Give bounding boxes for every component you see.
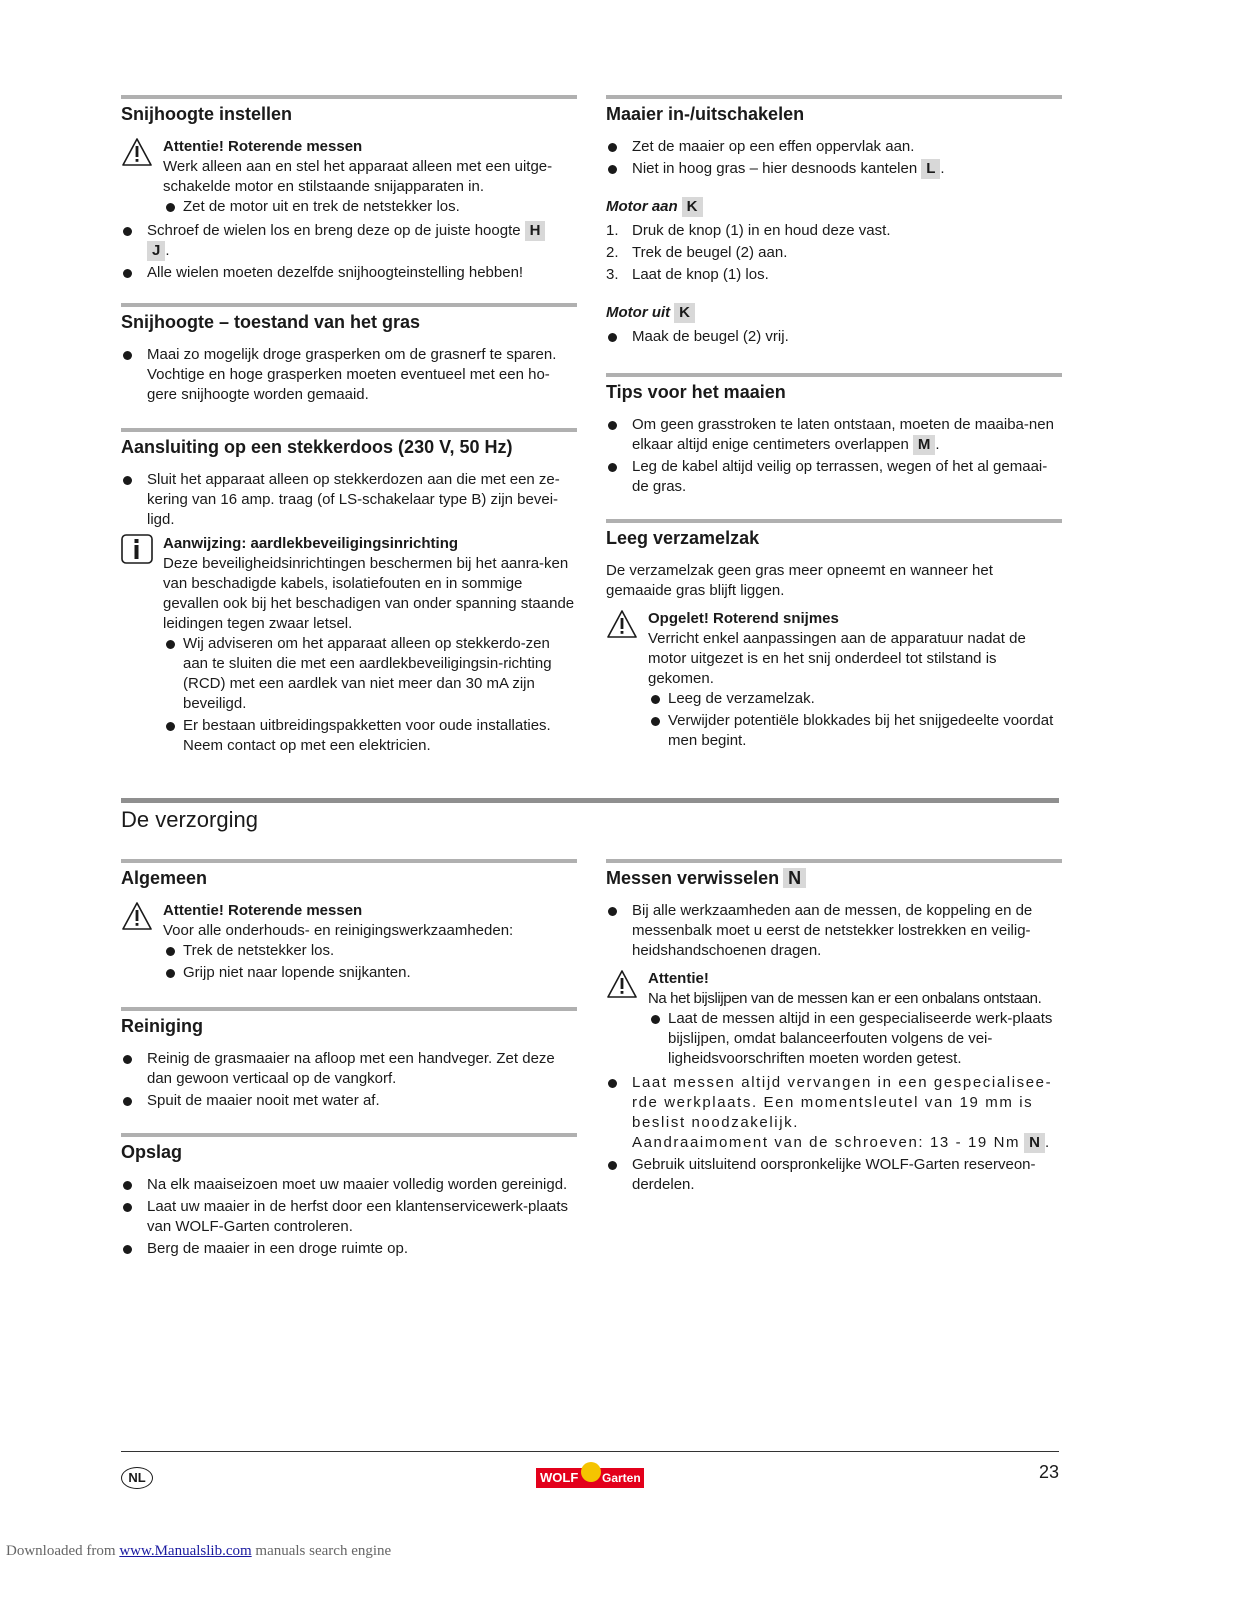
warning-title: Opgelet! Roterend snijmes — [648, 610, 839, 627]
section-rule — [121, 303, 577, 307]
page-number: 23 — [1038, 1462, 1059, 1482]
warning-triangle-icon — [606, 969, 638, 1005]
section-title: Algemeen — [121, 868, 208, 888]
list-item: Na elk maaiseizoen moet uw maaier volledig worden gereinigd. — [121, 1175, 577, 1195]
section-empty-bag — [606, 519, 1062, 755]
list-item: Niet in hoog gras – hier desnoods kantelen L . — [606, 159, 1062, 179]
section-cutting-height — [121, 95, 577, 285]
section-rule — [121, 859, 577, 863]
warning-bullet: Verwijder potentiële blokkades bij het snijgedeelte voordat men begint. — [648, 711, 1062, 751]
figure-ref-l: L — [921, 159, 940, 179]
section-rule — [121, 95, 577, 99]
section-rule — [606, 859, 1062, 863]
footer-rule — [121, 1451, 1059, 1452]
list-item: Zet de maaier op een effen oppervlak aan. — [606, 137, 1062, 157]
section-title: Maaier in-/uitschakelen — [606, 104, 805, 124]
section-mowing-tips — [606, 373, 1062, 499]
warning-text: Na het bijslijpen van de messen kan er een onbalans ontstaan. — [648, 990, 1042, 1007]
section-title: Aansluiting op een stekkerdoos (230 V, 50 Hz) — [121, 437, 513, 457]
note-bullet: Wij adviseren om het apparaat alleen op stekkerdo-zen aan te sluiten die met een aardlekbeveiligingsin-richting (RCD) met een aardlek van niet meer dan 30 mA zijn beveiligd. — [163, 634, 577, 714]
list-item: Berg de maaier in een droge ruimte op. — [121, 1239, 577, 1259]
list-item: Bij alle werkzaamheden aan de messen, de koppeling en de messenbalk moet u eerst de netstekker lostrekken en veilig-heidshandschoenen dragen. — [606, 901, 1062, 961]
section-rule — [606, 373, 1062, 377]
list-item: Schroef de wielen los en breng deze op de juiste hoogte H J . — [121, 221, 577, 261]
figure-ref-k: K — [674, 303, 695, 323]
section-cleaning — [121, 1007, 577, 1113]
list-item: Reinig de grasmaaier na afloop met een handveger. Zet deze dan gewoon verticaal op de vangkorf. — [121, 1049, 577, 1089]
warning-text: Verricht enkel aanpassingen aan de apparatuur nadat de motor uitgezet is en het snij onderdeel tot stilstand is gekomen. — [648, 630, 1026, 687]
section-rule — [121, 428, 577, 432]
warning-triangle-icon — [121, 901, 153, 937]
section-rule — [606, 519, 1062, 523]
info-icon — [121, 534, 153, 570]
chapter-title: De verzorging — [121, 807, 258, 832]
warning-bullet: Zet de motor uit en trek de netstekker los. — [163, 197, 577, 217]
fox-icon — [581, 1462, 601, 1482]
warning-text: Voor alle onderhouds- en reinigingswerkzaamheden: — [163, 922, 514, 939]
note-title: Aanwijzing: aardlekbeveiligingsinrichting — [163, 535, 459, 552]
list-item: Leg de kabel altijd veilig op terrassen, wegen of het al gemaai-de gras. — [606, 457, 1062, 497]
step-item: 1. Druk de knop (1) in en houd deze vast. — [606, 222, 891, 239]
section-rule — [121, 1007, 577, 1011]
warning-note — [606, 969, 1062, 1069]
section-general — [121, 859, 577, 987]
list-item: Alle wielen moeten dezelfde snijhoogteinstelling hebben! — [121, 263, 577, 283]
section-title: Snijhoogte – toestand van het gras — [121, 312, 421, 332]
warning-note — [121, 137, 577, 217]
step-item: 3. Laat de knop (1) los. — [606, 266, 769, 283]
section-storage — [121, 1133, 577, 1261]
figure-ref-n: N — [1024, 1133, 1045, 1153]
list-item: Laat messen altijd vervangen in een gespecialisee-rde werkplaats. Een momentsleutel van 19 mm is beslist noodzakelijk. Aandraaimoment van de schroeven: 13 - 19 Nm N . — [606, 1073, 1062, 1153]
section-rule — [121, 1133, 577, 1137]
section-switch-mower — [606, 95, 1062, 349]
section-title: Reiniging — [121, 1016, 203, 1036]
step-item: 2. Trek de beugel (2) aan. — [606, 244, 788, 261]
wolf-garten-logo — [536, 1462, 644, 1488]
section-power-socket — [121, 428, 577, 760]
warning-triangle-icon — [606, 609, 638, 645]
figure-ref-n: N — [783, 868, 806, 888]
warning-title: Attentie! — [648, 970, 709, 987]
warning-bullet: Leeg de verzamelzak. — [648, 689, 1062, 709]
list-item: Sluit het apparaat alleen op stekkerdozen aan die met een ze-kering van 16 amp. traag (of LS-schakelaar type B) zijn bevei-ligd. — [121, 470, 577, 530]
info-note — [121, 534, 577, 756]
note-text: Deze beveiligheidsinrichtingen beschermen bij het aanra-ken van beschadigde kabels, isolatiefouten en in sommige gevallen ook bij het beschadigen van onder spanning staande leidingen tegen zwaar letsel. — [163, 555, 575, 632]
list-item: Maai zo mogelijk droge grasperken om de grasnerf te sparen. Vochtige en hoge grasperken moeten eventueel met een ho-gere snijhoogte worden gemaaid. — [121, 345, 577, 405]
list-item: Gebruik uitsluitend oorspronkelijke WOLF-Garten reserveon-derdelen. — [606, 1155, 1062, 1195]
warning-text: Werk alleen aan en stel het apparaat alleen met een uitge-schakelde motor en stilstaande snijapparaten in. — [163, 158, 553, 195]
section-title: Leeg verzamelzak — [606, 528, 760, 548]
figure-ref-j: J — [147, 241, 165, 261]
section-replace-blades — [606, 859, 1062, 1197]
warning-bullet: Grijp niet naar lopende snijkanten. — [163, 963, 577, 983]
list-item: Maak de beugel (2) vrij. — [606, 327, 1062, 347]
figure-ref-k: K — [682, 197, 703, 217]
warning-bullet: Trek de netstekker los. — [163, 941, 577, 961]
list-item: Om geen grasstroken te laten ontstaan, moeten de maaiba-nen elkaar altijd enige centimeters overlappen M . — [606, 415, 1062, 455]
logo-text-garten: Garten — [602, 1471, 641, 1485]
warning-bullet: Laat de messen altijd in een gespecialiseerde werk-plaats bijslijpen, omdat balanceerfouten volgens de vei-ligheidsvoorschriften moeten worden getest. — [648, 1009, 1062, 1069]
warning-triangle-icon — [121, 137, 153, 173]
section-title: Snijhoogte instellen — [121, 104, 293, 124]
subheading-motor-off: Motor uit K — [606, 303, 1062, 323]
figure-ref-m: M — [913, 435, 936, 455]
chapter-rule — [121, 798, 1059, 803]
section-rule — [606, 95, 1062, 99]
language-badge: NL — [121, 1467, 153, 1489]
note-bullet: Er bestaan uitbreidingspakketten voor oude installaties. Neem contact op met een elektricien. — [163, 716, 577, 756]
subheading-motor-on: Motor aan K — [606, 197, 1062, 217]
download-line: Downloaded from www.Manualslib.com manuals search engine — [6, 1543, 392, 1559]
warning-title: Attentie! Roterende messen — [163, 138, 363, 155]
warning-note — [606, 609, 1062, 751]
section-title: Tips voor het maaien — [606, 382, 786, 402]
paragraph: De verzamelzak geen gras meer opneemt en wanneer het gemaaide gras blijft liggen. — [606, 562, 993, 599]
section-title: Messen verwisselen N — [606, 867, 1062, 889]
list-item: Spuit de maaier nooit met water af. — [121, 1091, 577, 1111]
warning-note — [121, 901, 577, 983]
logo-text-wolf: WOLF — [540, 1470, 579, 1485]
figure-ref-h: H — [525, 221, 546, 241]
section-title: Opslag — [121, 1142, 183, 1162]
manualslib-link[interactable]: www.Manualslib.com — [119, 1543, 252, 1559]
warning-title: Attentie! Roterende messen — [163, 902, 363, 919]
list-item: Laat uw maaier in de herfst door een klantenservicewerk-plaats van WOLF-Garten controleren. — [121, 1197, 577, 1237]
section-grass-condition — [121, 303, 577, 407]
